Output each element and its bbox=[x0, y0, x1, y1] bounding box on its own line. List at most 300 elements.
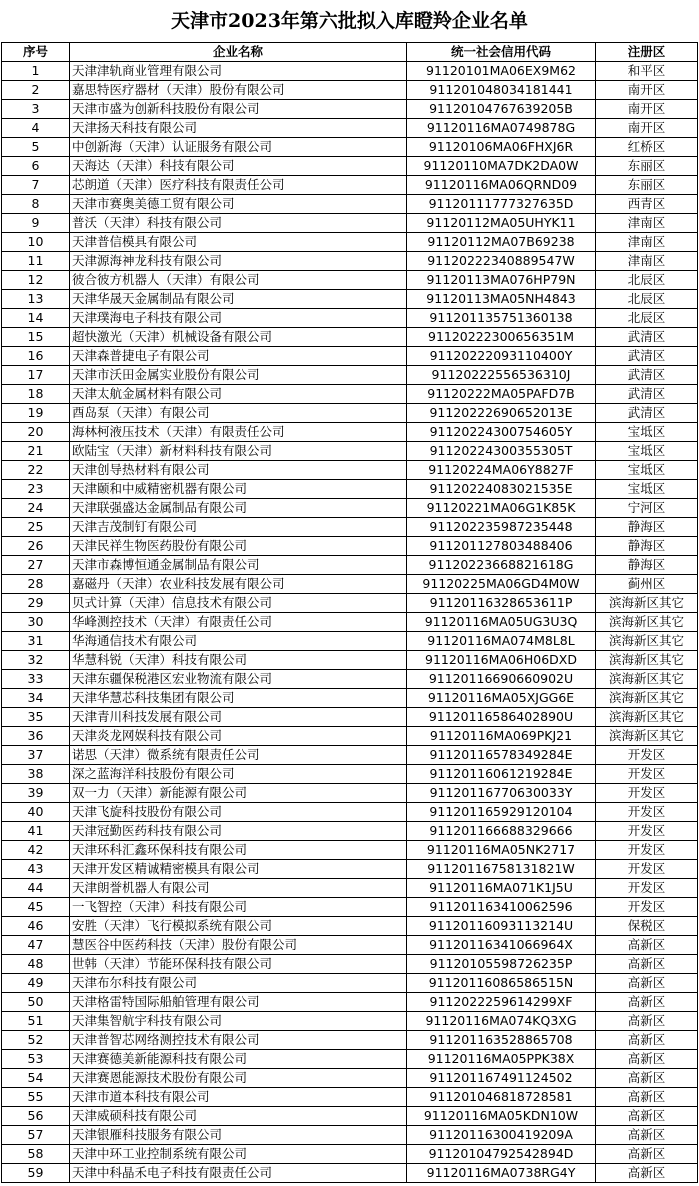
credit-code: 91120116MA0749878G bbox=[407, 119, 596, 138]
table-row bbox=[2, 727, 698, 746]
district: 武清区 bbox=[596, 347, 698, 366]
district: 东丽区 bbox=[596, 157, 698, 176]
row-index: 6 bbox=[2, 157, 70, 176]
table-row bbox=[2, 480, 698, 499]
row-index: 32 bbox=[2, 651, 70, 670]
table-row bbox=[2, 1164, 698, 1183]
company-name: 天津开发区精诚精密模具有限公司 bbox=[70, 860, 407, 879]
company-name: 天津华晟天金属制品有限公司 bbox=[70, 290, 407, 309]
district: 蓟州区 bbox=[596, 575, 698, 594]
district: 滨海新区其它 bbox=[596, 689, 698, 708]
row-index: 21 bbox=[2, 442, 70, 461]
row-index: 5 bbox=[2, 138, 70, 157]
credit-code: 91120222MA05PAFD7B bbox=[407, 385, 596, 404]
district: 静海区 bbox=[596, 537, 698, 556]
table-row bbox=[2, 385, 698, 404]
credit-code: 91120116MA06H06DXD bbox=[407, 651, 596, 670]
company-name: 天津源海神龙科技有限公司 bbox=[70, 252, 407, 271]
row-index: 38 bbox=[2, 765, 70, 784]
row-index: 42 bbox=[2, 841, 70, 860]
district: 高新区 bbox=[596, 1050, 698, 1069]
company-name: 天津市盛为创新科技股份有限公司 bbox=[70, 100, 407, 119]
company-name: 酉岛泵（天津）有限公司 bbox=[70, 404, 407, 423]
row-index: 48 bbox=[2, 955, 70, 974]
row-index: 22 bbox=[2, 461, 70, 480]
company-name: 天津东疆保税港区宏业物流有限公司 bbox=[70, 670, 407, 689]
table-row bbox=[2, 613, 698, 632]
district: 保税区 bbox=[596, 917, 698, 936]
row-index: 47 bbox=[2, 936, 70, 955]
district: 开发区 bbox=[596, 784, 698, 803]
company-name: 天津璞海电子科技有限公司 bbox=[70, 309, 407, 328]
table-row bbox=[2, 936, 698, 955]
table-row bbox=[2, 765, 698, 784]
district: 南开区 bbox=[596, 119, 698, 138]
company-name: 深之蓝海洋科技股份有限公司 bbox=[70, 765, 407, 784]
district: 宝坻区 bbox=[596, 480, 698, 499]
row-index: 28 bbox=[2, 575, 70, 594]
district: 滨海新区其它 bbox=[596, 708, 698, 727]
credit-code: 91120222340889547W bbox=[407, 252, 596, 271]
credit-code: 91120116300419209A bbox=[407, 1126, 596, 1145]
table-row bbox=[2, 993, 698, 1012]
district: 开发区 bbox=[596, 803, 698, 822]
row-index: 9 bbox=[2, 214, 70, 233]
credit-code: 911201048034181441 bbox=[407, 81, 596, 100]
credit-code: 91120116MA05KDN10W bbox=[407, 1107, 596, 1126]
table-row bbox=[2, 1145, 698, 1164]
company-name: 贝式计算（天津）信息技术有限公司 bbox=[70, 594, 407, 613]
district: 武清区 bbox=[596, 404, 698, 423]
district: 津南区 bbox=[596, 214, 698, 233]
table-row bbox=[2, 746, 698, 765]
district: 高新区 bbox=[596, 955, 698, 974]
district: 高新区 bbox=[596, 1164, 698, 1183]
company-name: 一飞智控（天津）科技有限公司 bbox=[70, 898, 407, 917]
table-row bbox=[2, 328, 698, 347]
company-table bbox=[1, 42, 698, 1183]
district: 开发区 bbox=[596, 841, 698, 860]
table-row bbox=[2, 518, 698, 537]
district: 宝坻区 bbox=[596, 442, 698, 461]
row-index: 49 bbox=[2, 974, 70, 993]
credit-code: 91120222093110400Y bbox=[407, 347, 596, 366]
table-row bbox=[2, 575, 698, 594]
company-name: 天津朗誉机器人有限公司 bbox=[70, 879, 407, 898]
row-index: 8 bbox=[2, 195, 70, 214]
company-name: 天津中环工业控制系统有限公司 bbox=[70, 1145, 407, 1164]
company-name: 天津环科汇鑫环保科技有限公司 bbox=[70, 841, 407, 860]
table-row bbox=[2, 119, 698, 138]
table-row bbox=[2, 917, 698, 936]
district: 和平区 bbox=[596, 62, 698, 81]
table-row bbox=[2, 1069, 698, 1088]
credit-code: 91120116MA071K1J5U bbox=[407, 879, 596, 898]
credit-code: 911201165929120104 bbox=[407, 803, 596, 822]
row-index: 18 bbox=[2, 385, 70, 404]
company-name: 华峰测控技术（天津）有限责任公司 bbox=[70, 613, 407, 632]
company-name: 天津创导热材料有限公司 bbox=[70, 461, 407, 480]
table-row bbox=[2, 404, 698, 423]
row-index: 43 bbox=[2, 860, 70, 879]
credit-code: 91120116061219284E bbox=[407, 765, 596, 784]
credit-code: 91120224300754605Y bbox=[407, 423, 596, 442]
credit-code: 911201163528865708 bbox=[407, 1031, 596, 1050]
district: 滨海新区其它 bbox=[596, 727, 698, 746]
credit-code: 91120224083021535E bbox=[407, 480, 596, 499]
row-index: 25 bbox=[2, 518, 70, 537]
credit-code: 911202235987235448 bbox=[407, 518, 596, 537]
company-name: 双一力（天津）新能源有限公司 bbox=[70, 784, 407, 803]
row-index: 3 bbox=[2, 100, 70, 119]
credit-code: 91120105598726235P bbox=[407, 955, 596, 974]
credit-code: 911201166688329666 bbox=[407, 822, 596, 841]
company-name: 天津民祥生物医药股份有限公司 bbox=[70, 537, 407, 556]
district: 宝坻区 bbox=[596, 461, 698, 480]
credit-code: 91120224300355305T bbox=[407, 442, 596, 461]
company-name: 普沃（天津）科技有限公司 bbox=[70, 214, 407, 233]
header-index: 序号 bbox=[2, 43, 70, 62]
credit-code: 9112022259614299XF bbox=[407, 993, 596, 1012]
table-row bbox=[2, 708, 698, 727]
company-name: 天津飞旋科技股份有限公司 bbox=[70, 803, 407, 822]
company-name: 天津森普捷电子有限公司 bbox=[70, 347, 407, 366]
row-index: 24 bbox=[2, 499, 70, 518]
credit-code: 91120104792542894D bbox=[407, 1145, 596, 1164]
company-name: 天津津轨商业管理有限公司 bbox=[70, 62, 407, 81]
table-row bbox=[2, 233, 698, 252]
table-row bbox=[2, 879, 698, 898]
company-name: 嘉磁丹（天津）农业科技发展有限公司 bbox=[70, 575, 407, 594]
row-index: 15 bbox=[2, 328, 70, 347]
district: 南开区 bbox=[596, 81, 698, 100]
district: 高新区 bbox=[596, 1031, 698, 1050]
district: 开发区 bbox=[596, 860, 698, 879]
credit-code: 91120116586402890U bbox=[407, 708, 596, 727]
district: 开发区 bbox=[596, 898, 698, 917]
district: 北辰区 bbox=[596, 271, 698, 290]
credit-code: 91120113MA05NH4843 bbox=[407, 290, 596, 309]
row-index: 27 bbox=[2, 556, 70, 575]
district: 滨海新区其它 bbox=[596, 651, 698, 670]
company-name: 天津扬天科技有限公司 bbox=[70, 119, 407, 138]
row-index: 13 bbox=[2, 290, 70, 309]
company-name: 天津青川科技发展有限公司 bbox=[70, 708, 407, 727]
company-name: 天津太航金属材料有限公司 bbox=[70, 385, 407, 404]
credit-code: 91120221MA06G1K85K bbox=[407, 499, 596, 518]
credit-code: 91120106MA06FHXJ6R bbox=[407, 138, 596, 157]
table-row bbox=[2, 1031, 698, 1050]
table-row bbox=[2, 366, 698, 385]
credit-code: 91120116328653611P bbox=[407, 594, 596, 613]
district: 高新区 bbox=[596, 974, 698, 993]
table-row bbox=[2, 594, 698, 613]
credit-code: 91120116MA074KQ3XG bbox=[407, 1012, 596, 1031]
company-name: 华慧科锐（天津）科技有限公司 bbox=[70, 651, 407, 670]
district: 高新区 bbox=[596, 936, 698, 955]
table-row bbox=[2, 841, 698, 860]
row-index: 2 bbox=[2, 81, 70, 100]
district: 武清区 bbox=[596, 385, 698, 404]
company-name: 天津普智芯网络测控技术有限公司 bbox=[70, 1031, 407, 1050]
credit-code: 91120116341066964X bbox=[407, 936, 596, 955]
district: 开发区 bbox=[596, 746, 698, 765]
district: 滨海新区其它 bbox=[596, 594, 698, 613]
district: 静海区 bbox=[596, 556, 698, 575]
credit-code: 91120116093113214U bbox=[407, 917, 596, 936]
table-row bbox=[2, 62, 698, 81]
table-row bbox=[2, 670, 698, 689]
table-row bbox=[2, 100, 698, 119]
table-row bbox=[2, 157, 698, 176]
credit-code: 91120116MA06QRND09 bbox=[407, 176, 596, 195]
credit-code: 91120116770630033Y bbox=[407, 784, 596, 803]
row-index: 4 bbox=[2, 119, 70, 138]
table-row bbox=[2, 309, 698, 328]
credit-code: 911201046818728581 bbox=[407, 1088, 596, 1107]
credit-code: 91120116MA0738RG4Y bbox=[407, 1164, 596, 1183]
company-name: 天津市森博恒通金属制品有限公司 bbox=[70, 556, 407, 575]
table-row bbox=[2, 689, 698, 708]
row-index: 19 bbox=[2, 404, 70, 423]
credit-code: 91120116MA074M8L8L bbox=[407, 632, 596, 651]
district: 开发区 bbox=[596, 822, 698, 841]
row-index: 46 bbox=[2, 917, 70, 936]
table-row bbox=[2, 1107, 698, 1126]
district: 高新区 bbox=[596, 1145, 698, 1164]
credit-code: 91120116578349284E bbox=[407, 746, 596, 765]
table-header-row bbox=[2, 43, 698, 62]
district: 北辰区 bbox=[596, 309, 698, 328]
credit-code: 91120116086586515N bbox=[407, 974, 596, 993]
table-row bbox=[2, 461, 698, 480]
header-district: 注册区 bbox=[596, 43, 698, 62]
credit-code: 911201163410062596 bbox=[407, 898, 596, 917]
table-row bbox=[2, 1050, 698, 1069]
company-name: 天津联强盛达金属制品有限公司 bbox=[70, 499, 407, 518]
row-index: 58 bbox=[2, 1145, 70, 1164]
district: 高新区 bbox=[596, 993, 698, 1012]
credit-code: 91120224MA06Y8827F bbox=[407, 461, 596, 480]
company-name: 天津市沃田金属实业股份有限公司 bbox=[70, 366, 407, 385]
district: 高新区 bbox=[596, 1012, 698, 1031]
row-index: 16 bbox=[2, 347, 70, 366]
district: 高新区 bbox=[596, 1126, 698, 1145]
company-name: 芯朗道（天津）医疗科技有限责任公司 bbox=[70, 176, 407, 195]
credit-code: 91120112MA05UHYK11 bbox=[407, 214, 596, 233]
company-name: 诺思（天津）微系统有限责任公司 bbox=[70, 746, 407, 765]
credit-code: 911201127803488406 bbox=[407, 537, 596, 556]
company-name: 天津赛恩能源技术股份有限公司 bbox=[70, 1069, 407, 1088]
row-index: 52 bbox=[2, 1031, 70, 1050]
table-row bbox=[2, 214, 698, 233]
row-index: 37 bbox=[2, 746, 70, 765]
company-name: 天津冠勤医药科技有限公司 bbox=[70, 822, 407, 841]
district: 宝坻区 bbox=[596, 423, 698, 442]
row-index: 57 bbox=[2, 1126, 70, 1145]
company-name: 华海通信技术有限公司 bbox=[70, 632, 407, 651]
table-row bbox=[2, 1088, 698, 1107]
row-index: 17 bbox=[2, 366, 70, 385]
credit-code: 91120116MA05PPK38X bbox=[407, 1050, 596, 1069]
row-index: 30 bbox=[2, 613, 70, 632]
district: 高新区 bbox=[596, 1088, 698, 1107]
credit-code: 91120116758131821W bbox=[407, 860, 596, 879]
row-index: 26 bbox=[2, 537, 70, 556]
row-index: 40 bbox=[2, 803, 70, 822]
credit-code: 91120111777327635D bbox=[407, 195, 596, 214]
row-index: 45 bbox=[2, 898, 70, 917]
credit-code: 91120110MA7DK2DA0W bbox=[407, 157, 596, 176]
company-name: 天津银雁科技服务有限公司 bbox=[70, 1126, 407, 1145]
row-index: 10 bbox=[2, 233, 70, 252]
district: 南开区 bbox=[596, 100, 698, 119]
credit-code: 91120104767639205B bbox=[407, 100, 596, 119]
table-row bbox=[2, 955, 698, 974]
company-name: 安胜（天津）飞行模拟系统有限公司 bbox=[70, 917, 407, 936]
credit-code: 91120225MA06GD4M0W bbox=[407, 575, 596, 594]
row-index: 50 bbox=[2, 993, 70, 1012]
district: 津南区 bbox=[596, 252, 698, 271]
row-index: 33 bbox=[2, 670, 70, 689]
credit-code: 91120222300656351M bbox=[407, 328, 596, 347]
credit-code: 91120116MA05UG3U3Q bbox=[407, 613, 596, 632]
table-row bbox=[2, 347, 698, 366]
row-index: 54 bbox=[2, 1069, 70, 1088]
table-row bbox=[2, 651, 698, 670]
row-index: 23 bbox=[2, 480, 70, 499]
row-index: 31 bbox=[2, 632, 70, 651]
district: 北辰区 bbox=[596, 290, 698, 309]
table-row bbox=[2, 81, 698, 100]
table-row bbox=[2, 556, 698, 575]
row-index: 11 bbox=[2, 252, 70, 271]
company-name: 天津中科晶禾电子科技有限责任公司 bbox=[70, 1164, 407, 1183]
page-title: 天津市2023年第六批拟入库瞪羚企业名单 bbox=[171, 10, 528, 32]
table-row bbox=[2, 1012, 698, 1031]
credit-code: 911201135751360138 bbox=[407, 309, 596, 328]
company-name: 天津华慧芯科技集团有限公司 bbox=[70, 689, 407, 708]
company-name: 天津吉茂制钉有限公司 bbox=[70, 518, 407, 537]
row-index: 14 bbox=[2, 309, 70, 328]
table-row bbox=[2, 632, 698, 651]
table-row bbox=[2, 537, 698, 556]
row-index: 34 bbox=[2, 689, 70, 708]
table-row bbox=[2, 822, 698, 841]
company-name: 天津炎龙网娱科技有限公司 bbox=[70, 727, 407, 746]
row-index: 51 bbox=[2, 1012, 70, 1031]
table-row bbox=[2, 176, 698, 195]
company-name: 嘉思特医疗器材（天津）股份有限公司 bbox=[70, 81, 407, 100]
company-name: 天津威硕科技有限公司 bbox=[70, 1107, 407, 1126]
row-index: 44 bbox=[2, 879, 70, 898]
district: 滨海新区其它 bbox=[596, 613, 698, 632]
district: 东丽区 bbox=[596, 176, 698, 195]
credit-code: 91120116MA05XJGG6E bbox=[407, 689, 596, 708]
district: 武清区 bbox=[596, 366, 698, 385]
credit-code: 91120101MA06EX9M62 bbox=[407, 62, 596, 81]
credit-code: 91120116690660902U bbox=[407, 670, 596, 689]
district: 高新区 bbox=[596, 1069, 698, 1088]
district: 开发区 bbox=[596, 879, 698, 898]
credit-code: 91120223668821618G bbox=[407, 556, 596, 575]
table-row bbox=[2, 252, 698, 271]
company-name: 天海达（天津）科技有限公司 bbox=[70, 157, 407, 176]
district: 武清区 bbox=[596, 328, 698, 347]
company-name: 欧陆宝（天津）新材料科技有限公司 bbox=[70, 442, 407, 461]
credit-code: 91120116MA05NK2717 bbox=[407, 841, 596, 860]
table-row bbox=[2, 803, 698, 822]
header-credit-code: 统一社会信用代码 bbox=[407, 43, 596, 62]
row-index: 56 bbox=[2, 1107, 70, 1126]
company-name: 天津集智航宇科技有限公司 bbox=[70, 1012, 407, 1031]
company-name: 天津格雷特国际船舶管理有限公司 bbox=[70, 993, 407, 1012]
credit-code: 91120113MA076HP79N bbox=[407, 271, 596, 290]
company-name: 中创新海（天津）认证服务有限公司 bbox=[70, 138, 407, 157]
credit-code: 91120222556536310J bbox=[407, 366, 596, 385]
company-name: 海林柯液压技术（天津）有限责任公司 bbox=[70, 423, 407, 442]
row-index: 53 bbox=[2, 1050, 70, 1069]
company-name: 天津市赛奥美德工贸有限公司 bbox=[70, 195, 407, 214]
table-row bbox=[2, 499, 698, 518]
table-row bbox=[2, 442, 698, 461]
credit-code: 91120116MA069PKJ21 bbox=[407, 727, 596, 746]
company-name: 超快激光（天津）机械设备有限公司 bbox=[70, 328, 407, 347]
company-name: 世韩（天津）节能环保科技有限公司 bbox=[70, 955, 407, 974]
table-row bbox=[2, 898, 698, 917]
row-index: 36 bbox=[2, 727, 70, 746]
row-index: 39 bbox=[2, 784, 70, 803]
row-index: 20 bbox=[2, 423, 70, 442]
district: 西青区 bbox=[596, 195, 698, 214]
district: 红桥区 bbox=[596, 138, 698, 157]
district: 津南区 bbox=[596, 233, 698, 252]
company-name: 天津普信模具有限公司 bbox=[70, 233, 407, 252]
row-index: 7 bbox=[2, 176, 70, 195]
credit-code: 91120222690652013E bbox=[407, 404, 596, 423]
row-index: 1 bbox=[2, 62, 70, 81]
row-index: 55 bbox=[2, 1088, 70, 1107]
table-row bbox=[2, 271, 698, 290]
table-row bbox=[2, 138, 698, 157]
table-row bbox=[2, 290, 698, 309]
district: 滨海新区其它 bbox=[596, 670, 698, 689]
row-index: 35 bbox=[2, 708, 70, 727]
credit-code: 911201167491124502 bbox=[407, 1069, 596, 1088]
table-row bbox=[2, 860, 698, 879]
table-row bbox=[2, 784, 698, 803]
district: 静海区 bbox=[596, 518, 698, 537]
row-index: 29 bbox=[2, 594, 70, 613]
table-row bbox=[2, 423, 698, 442]
company-name: 天津市道本科技有限公司 bbox=[70, 1088, 407, 1107]
row-index: 59 bbox=[2, 1164, 70, 1183]
company-name: 天津赛德美新能源科技有限公司 bbox=[70, 1050, 407, 1069]
district: 宁河区 bbox=[596, 499, 698, 518]
header-company-name: 企业名称 bbox=[70, 43, 407, 62]
company-name: 天津颐和中威精密机器有限公司 bbox=[70, 480, 407, 499]
row-index: 12 bbox=[2, 271, 70, 290]
table-row bbox=[2, 1126, 698, 1145]
company-name: 彼合彼方机器人（天津）有限公司 bbox=[70, 271, 407, 290]
company-name: 慧医谷中医药科技（天津）股份有限公司 bbox=[70, 936, 407, 955]
credit-code: 91120112MA07B69238 bbox=[407, 233, 596, 252]
row-index: 41 bbox=[2, 822, 70, 841]
table-row bbox=[2, 974, 698, 993]
table-row bbox=[2, 195, 698, 214]
district: 开发区 bbox=[596, 765, 698, 784]
district: 高新区 bbox=[596, 1107, 698, 1126]
